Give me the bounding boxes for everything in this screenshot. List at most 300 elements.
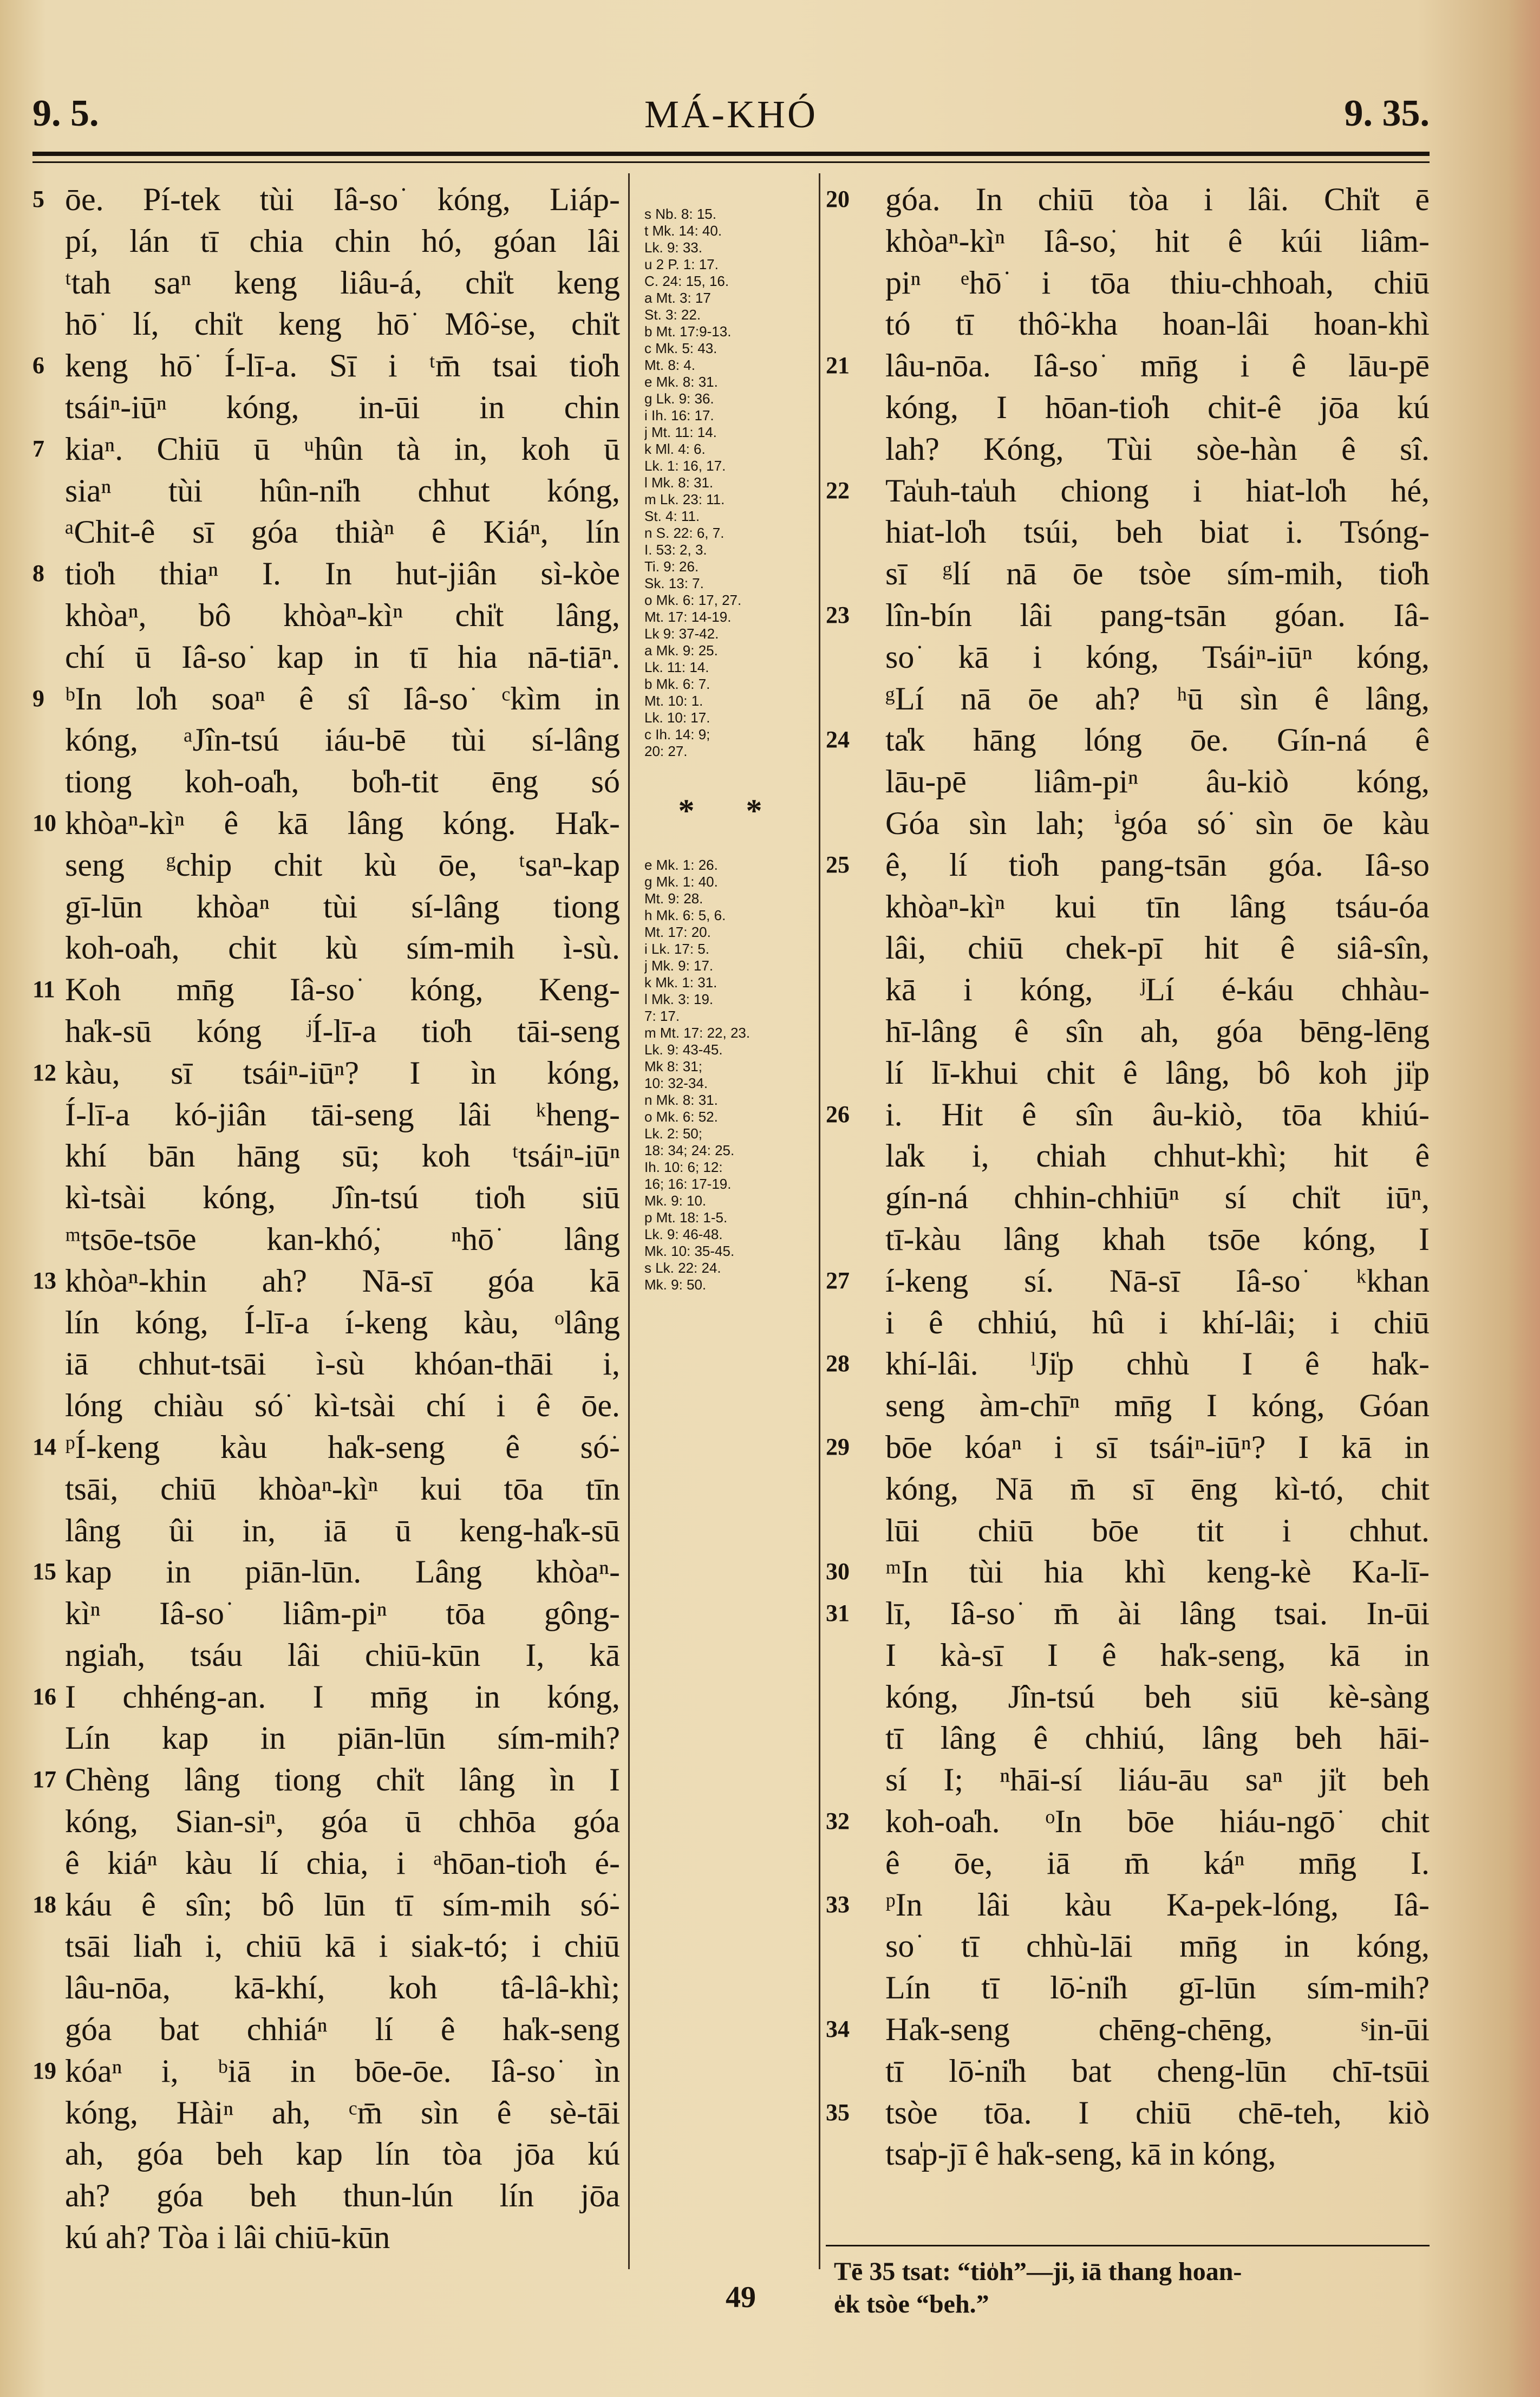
verse-number: 34 [826,2016,850,2043]
verse-text: hī-lâng ê sîn ah, góa bēng-lēng [885,1013,1430,1049]
verse-text: kàu, sī tsáiⁿ-iūⁿ? I ìn kóng, [65,1054,620,1091]
verse-number: 35 [826,2099,850,2126]
cross-reference: b Mk. 6: 7. [644,676,710,692]
text-line [826,2133,1430,2175]
text-line [826,1717,1430,1759]
text-line [826,1094,1430,1136]
text-line [32,303,620,345]
footnote-rule [826,2245,1430,2246]
verse-text: tó tī thô͘-kha hoan-lâi hoan-khì [885,306,1430,342]
verse-text: gī-lūn khòaⁿ tùi sí-lâng tiong [65,888,620,924]
text-line [826,303,1430,345]
text-line [32,1925,620,1967]
text-line [32,2175,620,2217]
verse-text: tsòe tōa. I chiū chē-teh, kiò [885,2094,1430,2131]
cross-reference: c Mk. 5: 43. [644,340,717,356]
verse-text: Lín tī lō͘-ni̍h gī-lūn sím-mih? [885,1970,1430,2006]
cross-reference: Mt. 8: 4. [644,357,695,373]
verse-text: kóaⁿ i, ᵇiā in bōe-ōe. Iâ-so͘ ìn [65,2053,620,2089]
cross-reference: o Mk. 6: 52. [644,1109,718,1125]
text-line [32,1842,620,1884]
verse-text: khòaⁿ-kìⁿ Iâ-so͘, hit ê kúi liâm- [885,223,1430,259]
verse-text: Ha̍k-seng chēng-chēng, ˢin-ūi [885,2011,1430,2048]
cross-reference: m Lk. 23: 11. [644,491,725,507]
cross-reference: Ti. 9: 26. [644,558,699,575]
verse-number: 19 [32,2057,56,2084]
cross-reference: St. 4: 11. [644,508,700,524]
verse-text: káu ê sîn; bô lūn tī sím-mih só͘- [65,1886,620,1923]
verse-text: pí, lán tī chia chin hó, góan lâi [65,223,620,259]
text-line [826,678,1430,720]
text-line [826,345,1430,387]
cross-reference: 18: 34; 24: 25. [644,1142,735,1158]
verse-number: 24 [826,726,850,753]
verse-text: ᵍLí nā ōe ah? ʰū sìn ê lâng, [885,680,1430,717]
text-line [32,1967,620,2009]
verse-text: ê, lí tio̍h pang-tsān góa. Iâ-so͘ [885,846,1430,883]
text-line [826,1385,1430,1427]
text-line [826,1593,1430,1634]
verse-number: 16 [32,1683,56,1710]
cross-reference: St. 3: 22. [644,307,701,323]
verse-text: lī, Iâ-so͘ m̄ ài lâng tsai. In-ūi [885,1595,1430,1632]
text-line [826,636,1430,678]
cross-reference: Lk. 9: 46-48. [644,1226,723,1242]
cross-reference: Mt. 17: 20. [644,924,711,940]
cross-reference: 10: 32-34. [644,1075,708,1091]
text-line [826,969,1430,1011]
text-line [826,511,1430,553]
cross-reference: 7: 17. [644,1008,680,1024]
verse-text: Í-lī-a kó-jiân tāi-seng lâi ᵏheng- [65,1096,620,1132]
cross-reference: I. 53: 2, 3. [644,542,707,558]
cross-reference: Lk. 2: 50; [644,1125,702,1142]
text-line [826,1427,1430,1468]
text-line [32,1468,620,1510]
header-left-verse: 9. 5. [32,93,99,134]
text-line [826,1884,1430,1926]
verse-text: so͘ tī chhù-lāi mn̄g in kóng, [885,1928,1430,1964]
header-book-title: MÁ-KHÓ [644,93,818,136]
verse-text: ᵗtah saⁿ keng liâu-á, chi̍t keng [65,264,620,301]
verse-text: bōe kóaⁿ i sī tsáiⁿ-iūⁿ? I kā in [885,1429,1430,1465]
verse-text: lâu-nōa, kā-khí, koh tâ-lâ-khì; [65,1970,620,2006]
text-line [826,553,1430,595]
verse-text: I kà-sī I ê ha̍k-seng, kā in [885,1637,1430,1673]
verse-number: 10 [32,809,56,836]
text-line [32,1011,620,1052]
verse-text: khí-lâi. ˡJi̍p chhù I ê ha̍k- [885,1346,1430,1382]
text-line [826,1842,1430,1884]
header-right-verse: 9. 35. [1344,93,1430,134]
cross-reference: n Mk. 8: 31. [644,1092,718,1108]
text-line [32,1551,620,1593]
text-line [32,1717,620,1759]
page-header [32,92,1430,146]
verse-number: 17 [32,1766,56,1793]
verse-text: ê ōe, iā m̄ káⁿ mn̄g I. [885,1845,1430,1881]
text-line [826,1219,1430,1260]
verse-text: kóng, ᵃJîn-tsú iáu-bē tùi sí-lâng [65,722,620,758]
text-line [826,927,1430,969]
text-line [32,511,620,553]
cross-reference: Lk 9: 37-42. [644,626,719,642]
text-line [826,595,1430,636]
cross-reference: n S. 22: 6, 7. [644,525,725,541]
cross-reference: l Mk. 3: 19. [644,991,714,1007]
cross-reference: a Mk. 9: 25. [644,642,718,659]
text-line [826,1801,1430,1842]
verse-text: tsa̍p-jī ê ha̍k-seng, kā in kóng, [885,2136,1276,2172]
verse-text: gín-ná chhin-chhiūⁿ sí chi̍t iūⁿ, [885,1180,1430,1216]
text-line [826,1177,1430,1219]
text-line [32,1177,620,1219]
verse-text: kóng, Jîn-tsú beh siū kè-sàng [885,1678,1430,1715]
column-divider-right [819,173,820,2269]
text-line [826,761,1430,803]
text-line [826,220,1430,262]
text-line [826,1343,1430,1385]
verse-text: Chèng lâng tiong chi̍t lâng ìn I [65,1762,620,1798]
cross-reference: g Lk. 9: 36. [644,390,714,407]
cross-reference: 20: 27. [644,743,688,759]
text-line [826,2092,1430,2134]
cross-reference: Lk. 9: 33. [644,239,702,256]
verse-number: 5 [32,186,44,212]
text-line [826,1551,1430,1593]
cross-reference: m Mt. 17: 22, 23. [644,1025,751,1041]
cross-reference: Lk. 1: 16, 17. [644,458,726,474]
cross-reference: 16; 16: 17-19. [644,1176,732,1192]
text-line [32,1343,620,1385]
verse-text: lah? Kóng, Tùi sòe-hàn ê sî. [885,431,1430,467]
verse-text: tsāi lia̍h i, chiū kā i siak-tó; i chiū [65,1928,620,1964]
verse-text: lūi chiū bōe tit i chhut. [885,1512,1430,1548]
cross-reference: Mt. 9: 28. [644,890,703,907]
verse-number: 29 [826,1433,850,1460]
text-line [32,2092,620,2134]
verse-number: 20 [826,186,850,212]
text-line [826,803,1430,844]
verse-number: 28 [826,1350,850,1377]
cross-reference: s Lk. 22: 24. [644,1260,721,1276]
text-column-left [32,179,620,2280]
text-line [826,179,1430,220]
verse-text: kìⁿ Iâ-so͘ liâm-piⁿ tōa gông- [65,1595,620,1632]
verse-text: kóng, I hōan-tio̍h chit-ê jōa kú [885,389,1430,425]
separator-stars: * * [678,793,784,829]
text-line [32,761,620,803]
cross-reference: Ih. 10: 6; 12: [644,1159,723,1175]
verse-number: 33 [826,1891,850,1918]
text-line [826,1676,1430,1718]
verse-number: 27 [826,1267,850,1294]
cross-reference: Lk. 11: 14. [644,659,709,675]
text-line [826,1011,1430,1052]
verse-text: ê kiáⁿ kàu lí chia, i ᵃhōan-tio̍h é- [65,1845,620,1881]
verse-text: i. Hit ê sîn âu-kiò, tōa khiú- [885,1096,1430,1132]
text-line [32,345,620,387]
verse-text: iā chhut-tsāi ì-sù khóan-thāi i, [65,1346,620,1382]
cross-reference: Mt. 17: 14-19. [644,609,732,625]
cross-reference: k Ml. 4: 6. [644,441,706,457]
cross-reference: k Mk. 1: 31. [644,974,717,991]
verse-text: ᵐIn tùi hia khì keng-kè Ka-lī- [885,1554,1430,1590]
verse-text: lóng chiàu só͘ kì-tsài chí i ê ōe. [65,1388,620,1424]
cross-reference: Mk. 10: 35-45. [644,1243,735,1259]
text-line [32,1884,620,1926]
cross-reference: Lk. 10: 17. [644,709,710,726]
verse-text: ah, góa beh kap lín tòa jōa kú [65,2136,620,2172]
verse-text: tiong koh-oa̍h, bo̍h-tit ēng só͘ [65,764,620,800]
text-line [32,2050,620,2092]
cross-reference: u 2 P. 1: 17. [644,256,719,272]
cross-reference: Lk. 9: 43-45. [644,1041,723,1058]
text-line [826,262,1430,304]
cross-reference: j Mk. 9: 17. [644,958,714,974]
cross-reference: e Mk. 8: 31. [644,374,718,390]
header-rule-thick [32,152,1430,156]
verse-text: tsáiⁿ-iūⁿ kóng, in-ūi in chin [65,389,620,425]
verse-text: kú ah? Tòa i lâi chiū-kūn [65,2219,390,2256]
cross-reference: C. 24: 15, 16. [644,273,729,289]
verse-text: Ta̍uh-ta̍uh chiong i hiat-lo̍h hé, [885,472,1430,509]
verse-number: 9 [32,685,44,712]
verse-text: tio̍h thiaⁿ I. In hut-jiân sì-kòe [65,556,620,592]
verse-number: 22 [826,477,850,504]
header-rule-thin [32,161,1430,163]
verse-text: ᵇIn lo̍h soaⁿ ê sî Iâ-so͘ ᶜkìm in [65,680,620,717]
cross-reference: e Mk. 1: 26. [644,857,718,873]
verse-text: khòaⁿ-kìⁿ kui tīn lâng tsáu-óa [885,888,1430,924]
text-line [32,1759,620,1801]
verse-text: kap in piān-lūn. Lâng khòaⁿ- [65,1554,620,1590]
verse-text: la̍k i, chiah chhut-khì; hit ê [885,1138,1430,1174]
verse-text: ta̍k hāng lóng ōe. Gín-ná ê [885,722,1430,758]
verse-text: so͘ kā i kóng, Tsáiⁿ-iūⁿ kóng, [885,639,1430,675]
verse-text: ah? góa beh thun-lún lín jōa [65,2178,620,2214]
text-line [826,2009,1430,2050]
text-line [826,2050,1430,2092]
text-line [32,595,620,636]
verse-text: I chhéng-an. I mn̄g in kóng, [65,1678,620,1715]
footnote [834,2256,1424,2321]
text-line [32,636,620,678]
verse-text: Góa sìn lah; ⁱgóa só͘ sìn ōe kàu [885,805,1430,841]
footnote-line-2: e̍k tsòe “beh.” [834,2290,989,2318]
text-line [32,1427,620,1468]
text-line [32,927,620,969]
text-line [32,803,620,844]
text-line [826,1510,1430,1552]
footnote-line-1: Tē 35 tsat: “tio̍h”—ji, iā thang hoan- [834,2257,1242,2286]
text-line [826,886,1430,928]
cross-reference: s Nb. 8: 15. [644,206,716,222]
verse-number: 18 [32,1891,56,1918]
verse-text: tī-kàu lâng khah tsōe kóng, I [885,1221,1430,1257]
cross-reference: c Ih. 14: 9; [644,726,710,742]
text-line [32,1634,620,1676]
cross-references-bottom [644,857,818,1293]
text-line [32,2009,620,2050]
cross-reference: i Ih. 16: 17. [644,407,714,424]
text-line [826,387,1430,428]
text-line [32,969,620,1011]
verse-text: i ê chhiú, hû i khí-lâi; i chiū [885,1304,1430,1340]
verse-text: ᵖÍ-keng kàu ha̍k-seng ê só͘- [65,1429,620,1465]
cross-reference: Mk. 9: 50. [644,1276,707,1293]
text-line [32,1260,620,1302]
text-line [32,1593,620,1634]
text-line [32,1385,620,1427]
verse-text: piⁿ ᵉhō͘ i tōa thiu-chhoah, chiū [885,264,1430,301]
text-line [32,886,620,928]
text-line [32,678,620,720]
verse-number: 12 [32,1059,56,1086]
text-line [826,1634,1430,1676]
verse-text: khí bān hāng sū; koh ᵗtsáiⁿ-iūⁿ [65,1138,620,1174]
verse-number: 21 [826,352,850,379]
text-line [32,1510,620,1552]
verse-text: khòaⁿ-khin ah? Nā-sī góa kā [65,1262,620,1299]
text-line [826,1135,1430,1177]
text-line [32,1135,620,1177]
text-line [32,1052,620,1094]
text-line [32,1302,620,1344]
verse-text: Koh mn̄g Iâ-so͘ kóng, Keng- [65,972,620,1008]
text-line [32,179,620,220]
verse-text: khòaⁿ, bô khòaⁿ-kìⁿ chi̍t lâng, [65,597,620,633]
verse-text: chí ū Iâ-so͘ kap in tī hia nā-tiāⁿ. [65,639,620,675]
verse-number: 30 [826,1558,850,1585]
verse-text: lāu-pē liâm-piⁿ âu-kiò kóng, [885,764,1430,800]
cross-reference: g Mk. 1: 40. [644,874,718,890]
verse-text: Lín kap in piān-lūn sím-mih? [65,1720,620,1756]
verse-text: koh-oa̍h, chit kù sím-mih ì-sù. [65,930,620,966]
cross-reference: o Mk. 6: 17, 27. [644,592,742,608]
verse-number: 11 [32,976,55,1003]
cross-reference: p Mt. 18: 1-5. [644,1209,728,1226]
verse-text: sí I; ⁿhāi-sí liáu-āu saⁿ ji̍t beh [885,1762,1430,1798]
cross-reference: l Mk. 8: 31. [644,474,714,491]
verse-text: kóng, Sian-siⁿ, góa ū chhōa góa [65,1803,620,1840]
cross-reference: t Mk. 14: 40. [644,223,722,239]
verse-number: 31 [826,1600,850,1627]
verse-number: 23 [826,601,850,628]
verse-text: sī ᵍlí nā ōe tsòe sím-mih, tio̍h [885,556,1430,592]
verse-number: 15 [32,1558,56,1585]
text-line [32,1801,620,1842]
text-line [826,1260,1430,1302]
verse-text: ᵃChit-ê sī góa thiàⁿ ê Kiáⁿ, lín [65,514,620,550]
verse-text: ha̍k-sū kóng ʲÍ-lī-a tio̍h tāi-seng [65,1013,620,1049]
verse-text: lâng ûi in, iā ū keng-ha̍k-sū [65,1512,620,1548]
verse-text: seng àm-chīⁿ mn̄g I kóng, Góan [885,1388,1430,1424]
cross-reference: h Mk. 6: 5, 6. [644,907,726,923]
text-line [32,220,620,262]
verse-text: lâi, chiū chek-pī hit ê siâ-sîn, [885,930,1430,966]
verse-text: keng hō͘ Í-lī-a. Sī i ᵗm̄ tsai tio̍h [65,348,620,384]
text-line [826,428,1430,470]
verse-text: ᵖIn lâi kàu Ka-pek-lóng, Iâ- [885,1886,1430,1923]
text-line [826,1967,1430,2009]
text-line [826,1759,1430,1801]
text-line [32,387,620,428]
text-line [32,719,620,761]
cross-reference: j Mt. 11: 14. [644,424,717,440]
text-line [32,428,620,470]
text-line [826,470,1430,512]
verse-text: khòaⁿ-kìⁿ ê kā lâng kóng. Ha̍k- [65,805,620,841]
text-line [32,470,620,512]
verse-text: lí lī-khui chit ê lâng, bô koh ji̍p [885,1054,1430,1091]
page-number: 49 [726,2281,756,2314]
text-line [32,2133,620,2175]
verse-text: kóng, Hàiⁿ ah, ᶜm̄ sìn ê sè-tāi [65,2094,620,2131]
verse-text: lâu-nōa. Iâ-so͘ mn̄g i ê lāu-pē [885,348,1430,384]
verse-text: koh-oa̍h. ᵒIn bōe hiáu-ngō͘ chit [885,1803,1430,1840]
page-edge-stain [1508,0,1540,2397]
column-divider-left [628,173,630,2269]
verse-number: 13 [32,1267,56,1294]
cross-reference: Mk. 9: 10. [644,1193,707,1209]
verse-text: lín kóng, Í-lī-a í-keng kàu, ᵒlâng [65,1304,620,1340]
verse-text: seng ᵍchip chit kù ōe, ᵗsaⁿ-kap [65,846,620,883]
text-line [826,1302,1430,1344]
verse-text: kā i kóng, ʲLí é-káu chhàu- [885,972,1430,1008]
verse-text: ngia̍h, tsáu lâi chiū-kūn I, kā [65,1637,620,1673]
text-line [826,1925,1430,1967]
verse-text: lîn-bín lâi pang-tsān góan. Iâ- [885,597,1430,633]
cross-reference: Mk 8: 31; [644,1058,702,1074]
cross-references-top [644,206,818,760]
verse-text: siaⁿ tùi hûn-ni̍h chhut kóng, [65,472,620,509]
verse-number: 25 [826,851,850,878]
text-line [32,262,620,304]
text-line [826,719,1430,761]
verse-number: 6 [32,352,44,379]
verse-text: í-keng sí. Nā-sī Iâ-so͘ ᵏkhan [885,1262,1430,1299]
verse-text: kì-tsài kóng, Jîn-tsú tio̍h siū [65,1180,620,1216]
verse-number: 14 [32,1433,56,1460]
cross-reference-column [644,206,818,2020]
text-line [32,1676,620,1718]
verse-text: hō͘ lí, chi̍t keng hō͘ Mô͘-se, chi̍t [65,306,620,342]
verse-text: ōe. Pí-tek tùi Iâ-so͘ kóng, Liáp- [65,181,620,217]
cross-reference: a Mt. 3: 17 [644,290,711,306]
cross-reference: b Mt. 17:9-13. [644,323,732,340]
text-line [32,844,620,886]
verse-text: kiaⁿ. Chiū ū ᵘhûn tà in, koh ū [65,431,620,467]
verse-number: 32 [826,1808,850,1835]
text-line [32,553,620,595]
verse-number: 26 [826,1100,850,1128]
verse-text: góa. In chiū tòa i lâi. Chi̍t ē [885,181,1430,217]
verse-text: tī lâng ê chhiú, lâng beh hāi- [885,1720,1430,1756]
text-line [32,1219,620,1260]
text-line [826,844,1430,886]
text-line [826,1052,1430,1094]
verse-text: góa bat chhiáⁿ lí ê ha̍k-seng [65,2011,620,2048]
verse-text: tī lō͘-ni̍h bat cheng-lūn chī-tsūi [885,2053,1430,2089]
text-line [826,1468,1430,1510]
text-line [32,2217,620,2258]
verse-text: tsāi, chiū khòaⁿ-kìⁿ kui tōa tīn [65,1470,620,1507]
text-column-right [826,179,1430,2242]
cross-reference: Sk. 13: 7. [644,575,704,591]
cross-reference: i Lk. 17: 5. [644,941,709,957]
verse-text: ᵐtsōe-tsōe kan-khó͘, ⁿhō͘ lâng [65,1221,620,1257]
